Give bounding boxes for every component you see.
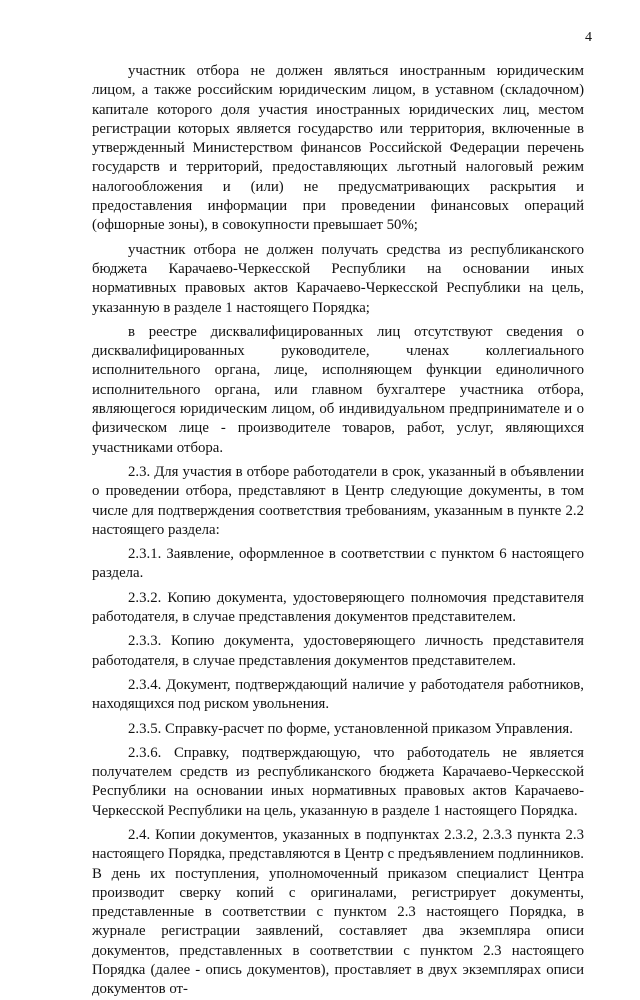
paragraph-2-3-5: 2.3.5. Справку-расчет по форме, установленной приказом Управления. [128, 720, 573, 737]
document-body [92, 62, 584, 1000]
paragraph-2-3-2: 2.3.2. Копию документа, удостоверяющего полномочия представителя работодателя, в случае представления документов представителем. [92, 589, 584, 626]
paragraph-2-4: 2.4. Копии документов, указанных в подпунктах 2.3.2, 2.3.3 пункта 2.3 настоящего Порядка, представляются в Центр с предъявлением подлинников. В день их поступления, уполномоченный приказом специалист Центра производит сверку копий с оригиналами, регистрирует документы, представленные в соответствии с пунктом 2.3 настоящего Порядка, в журнале регистрации заявлений, составляет два экземпляра описи документов, представленных в соответствии с пунктом 2.3 настоящего Порядка (далее - опись документов), проставляет в двух экземплярах описи документов от- [92, 826, 584, 998]
paragraph-2-3-1: 2.3.1. Заявление, оформленное в соответствии с пунктом 6 настоящего раздела. [92, 546, 584, 582]
page-number: 4 [585, 30, 592, 45]
paragraph-disqualified-registry: в реестре дисквалифицированных лиц отсутствуют сведения о дисквалифицированных руководителе, членах коллегиального исполнительного органа, лице, исполняющем функции единоличного исполнительного органа, или главном бухгалтере участника отбора, являющегося юридическим лицом, об индивидуальном предпринимателе и о физическом лице - производителе товаров, работ, услуг, являющихся участниками отбора. [92, 323, 584, 456]
paragraph-2-3-6: 2.3.6. Справку, подтверждающую, что работодатель не является получателем средств из республиканского бюджета Карачаево-Черкесской Республики на основании иных нормативных правовых актов Карачаево-Черкесской Республики на цель, указанную в разделе 1 настоящего Порядка. [92, 744, 584, 819]
paragraph-2-3-4: 2.3.4. Документ, подтверждающий наличие у работодателя работников, находящихся под риском увольнения. [92, 676, 584, 713]
paragraph-no-other-funds: участник отбора не должен получать средства из республиканского бюджета Карачаево-Черкесской Республики на основании иных нормативных правовых актов Карачаево-Черкесской Республики на цель, указанную в разделе 1 настоящего Порядка; [92, 241, 584, 316]
paragraph-foreign-entity: участник отбора не должен являться иностранным юридическим лицом, а также российским юридическим лицом, в уставном (складочном) капитале которого доля участия иностранных юридических лиц, местом регистрации которых является государство или территория, включенные в утвержденный Министерством финансов Российской Федерации перечень государств и территорий, предоставляющих льготный налоговый режим налогообложения и (или) не предусматривающих раскрытия и предоставления информации при проведении финансовых операций (офшорные зоны), в совокупности превышает 50%; [92, 63, 584, 234]
paragraph-2-3: 2.3. Для участия в отборе работодатели в срок, указанный в объявлении о проведении отбора, представляют в Центр следующие документы, в том числе для подтверждения соответствия требованиям, указанным в пункте 2.2 настоящего раздела: [92, 463, 584, 538]
paragraph-2-3-3: 2.3.3. Копию документа, удостоверяющего личность представителя работодателя, в случае представления документов представителем. [92, 633, 584, 669]
